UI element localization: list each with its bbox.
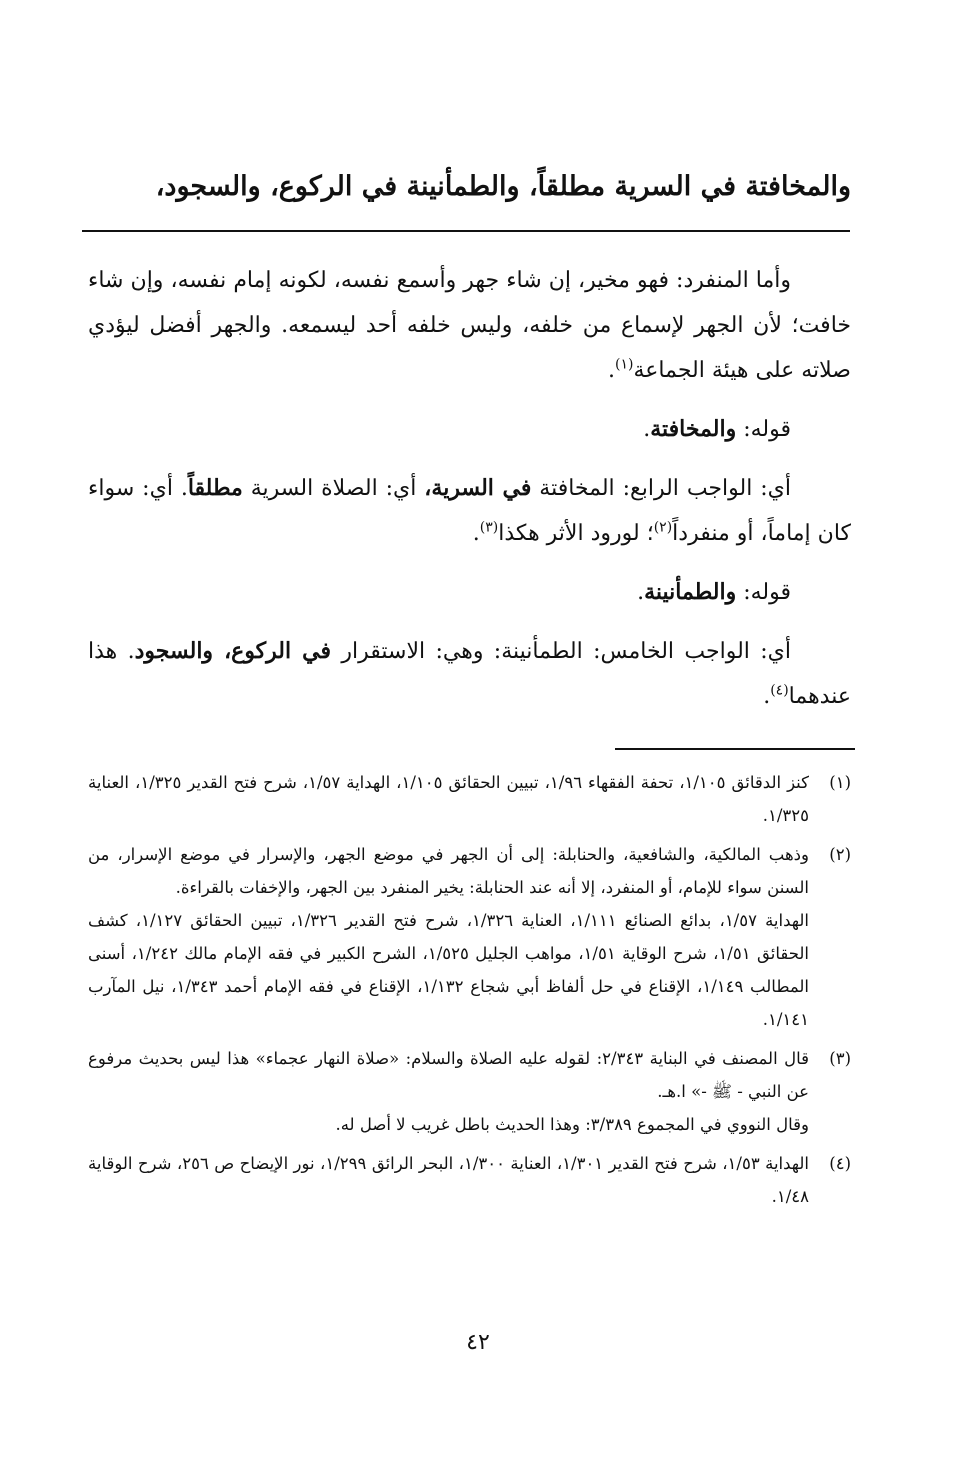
footnote-ref: (١) — [615, 356, 634, 373]
footnote-body — [88, 766, 809, 832]
footnote-text: الهداية ١/٥٣، شرح فتح القدير ١/٣٠١، العناية ١/٣٠٠، البحر الرائق ١/٢٩٩، نور الإيضاح ص ٢٥٦، شرح الوقاية ١/٤٨. — [88, 1154, 810, 1206]
matn-term: مطلقاً — [187, 475, 243, 501]
footnote-text: وذهب المالكية، والشافعية، والحنابلة: إلى أن الجهر في موضع الجهر، والإسرار في موضع الإسرار، من السنن سواء للإمام، أو المنفرد، إلا أنه عند الحنابلة: يخير المنفرد بين الجهر، والإخفات بالقراءة. — [88, 845, 809, 897]
footnote-body — [88, 838, 809, 1036]
paragraph-munfarid — [88, 258, 851, 393]
paragraph-wajib-rabi — [88, 466, 851, 556]
paragraph-wajib-khamis — [88, 629, 851, 719]
footnote-text: قال المصنف في البناية ٢/٣٤٣: لقوله عليه الصلاة والسلام: «صلاة النهار عجماء» هذا ليس بحديث مرفوع عن النبي - ﷺ -» ا.هـ. — [88, 1049, 810, 1101]
page-number: ٤٢ — [466, 1330, 490, 1355]
paragraph-text: . أي: سواء كان إماماً، أو منفرداً — [88, 476, 851, 546]
footnote-number: (٤) — [829, 1154, 851, 1173]
footnote-3 — [88, 1042, 851, 1141]
footnote-divider — [615, 748, 855, 750]
matn-quote — [88, 407, 851, 452]
footnote-number: (٣) — [829, 1049, 851, 1068]
punct: . — [763, 684, 771, 709]
paragraph-text: أي: الصلاة السرية — [242, 476, 425, 501]
footnote-ref: (٢) — [653, 519, 673, 536]
footnote-2 — [88, 838, 851, 1036]
matn-heading: والمخافتة في السرية مطلقاً، والطمأنينة في الركوع، والسجود، — [155, 171, 851, 202]
footnote-4 — [88, 1147, 851, 1213]
footnote-body — [88, 1147, 809, 1213]
footnote-text: الهداية ١/٥٧، بدائع الصنائع ١/١١١، العناية ١/٣٢٦، شرح فتح القدير ١/٣٢٦، تبيين الحقائق ١/١٢٧، كشف الحقائق ١/٥١، شرح الوقاية ١/٥١، مواهب الجليل ١/٥٢٥، الشرح الكبير في فقه الإمام مالك ١/٢٤٢، أسنى المطالب ١/١٤٩، الإقناع في حل ألفاظ أبي شجاع ١/١٣٢، الإقناع في فقه الإمام أحمد ١/٣٤٣، نيل المآرب ١/١٤١. — [88, 911, 810, 1029]
paragraph-text: وأما المنفرد: فهو مخير، إن شاء جهر وأسمع نفسه، لكونه إمام نفسه، وإن شاء خافت؛ لأن الجهر لإسماع من خلفه، وليس خلفه أحد ليسمعه. والجهر أفضل ليؤدي صلاته على هيئة الجماعة — [88, 268, 851, 383]
punct: . — [637, 580, 645, 605]
quote-prefix: قوله: — [736, 580, 791, 605]
footnotes — [88, 766, 851, 1219]
footnote-ref: (٣) — [479, 519, 499, 536]
punct: . — [643, 417, 651, 442]
footnote-ref: (٤) — [770, 682, 789, 699]
paragraph-text: أي: الواجب الرابع: المخافتة — [531, 476, 791, 501]
paragraph-text: ؛ لورود الأثر هكذا — [498, 521, 654, 546]
punct: . — [608, 358, 616, 383]
footnote-number: (٢) — [829, 845, 851, 864]
matn-term: في السرية، — [424, 475, 532, 501]
matn-term: في الركوع، والسجود — [134, 638, 331, 664]
main-text — [88, 258, 851, 719]
quote-term: والمخافتة — [650, 416, 737, 442]
quote-prefix: قوله: — [736, 417, 791, 442]
quote-term: والطمأنينة — [644, 579, 737, 605]
footnote-1 — [88, 766, 851, 832]
footnote-body — [88, 1042, 809, 1141]
punct: . — [472, 521, 480, 546]
footnote-text: كنز الدقائق ١/١٠٥، تحفة الفقهاء ١/٩٦، تبيين الحقائق ١/١٠٥، الهداية ١/٥٧، شرح فتح القدير ١/٣٢٥، العناية ١/٣٢٥. — [88, 773, 810, 825]
paragraph-text: . هذا عندهما — [88, 639, 851, 709]
footnote-text: وقال النووي في المجموع ٣/٣٨٩: وهذا الحديث باطل غريب لا أصل له. — [335, 1115, 809, 1134]
matn-quote — [88, 570, 851, 615]
paragraph-text: أي: الواجب الخامس: الطمأنينة: وهي: الاستقرار — [331, 639, 792, 664]
footnote-number: (١) — [829, 773, 851, 792]
header-divider — [82, 230, 850, 232]
